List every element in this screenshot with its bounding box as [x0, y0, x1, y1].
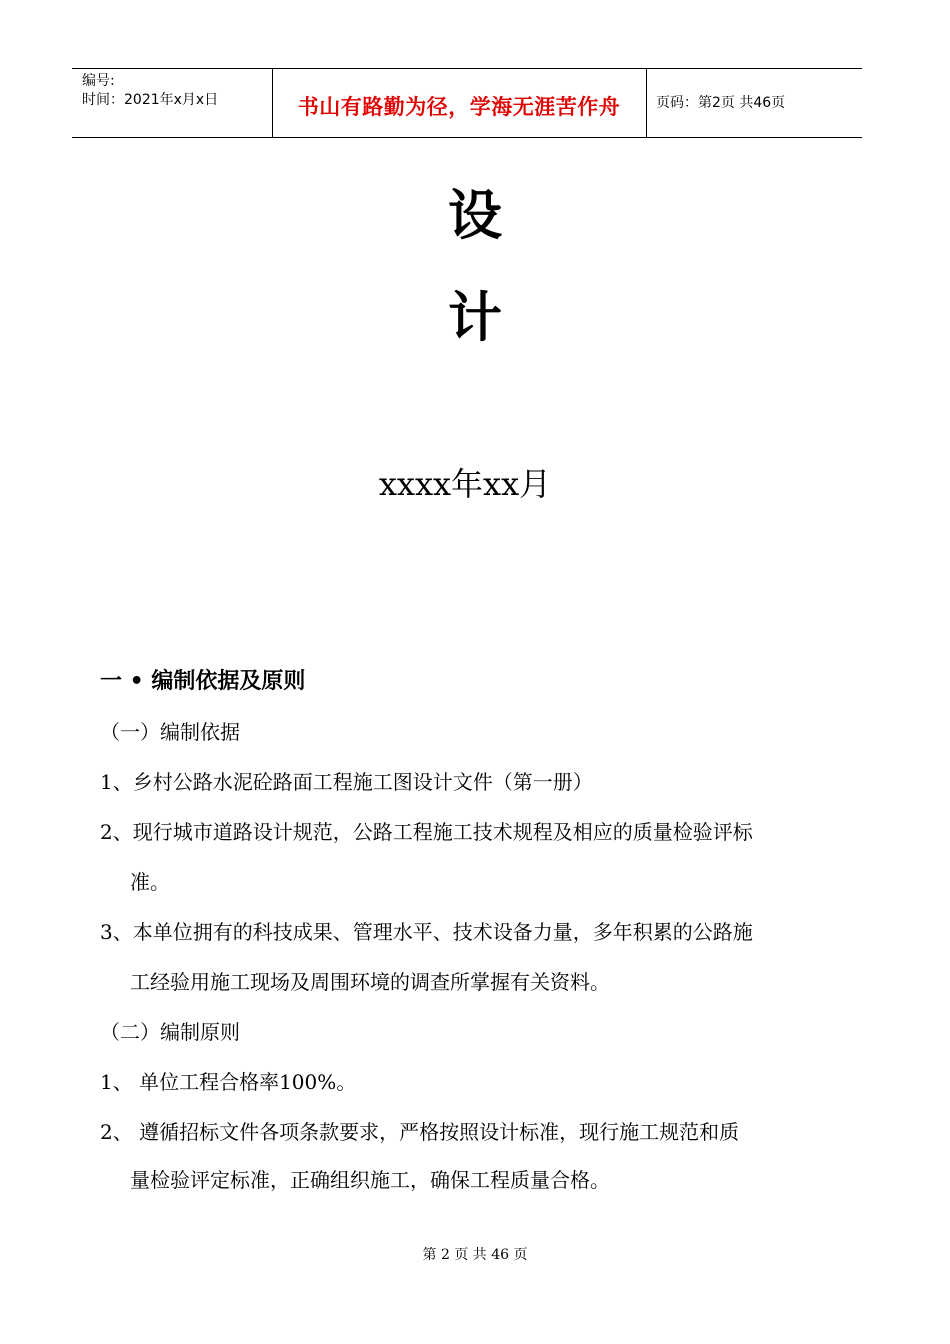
page-info: 页码：第2页 共46页 [656, 95, 786, 111]
title-char-1: 设 [448, 184, 502, 247]
subheading-basis: （一）编制依据 [100, 720, 240, 744]
section-heading: 一 • 编制依据及原则 [100, 669, 306, 694]
page-footer: 第 2 页 共 46 页 [422, 1247, 528, 1263]
title-char-2: 计 [448, 286, 502, 349]
subheading-principles: （二）编制原则 [100, 1020, 240, 1044]
page-header [72, 68, 862, 138]
motto: 书山有路勤为径，学海无涯苦作舟 [297, 95, 621, 119]
list-item-continuation: 工经验用施工现场及周围环境的调查所掌握有关资料。 [130, 970, 610, 994]
time-label: 时间：2021年x月x日 [82, 92, 219, 108]
header-meta-cell [72, 69, 273, 137]
header-page-cell [646, 69, 862, 137]
number-label: 编号: [82, 73, 115, 89]
list-item: 3、本单位拥有的科技成果、管理水平、技术设备力量，多年积累的公路施 [100, 920, 753, 944]
list-item: 1、乡村公路水泥砼路面工程施工图设计文件（第一册） [100, 770, 593, 794]
list-item-continuation: 量检验评定标准，正确组织施工，确保工程质量合格。 [130, 1168, 610, 1192]
header-motto-cell [272, 69, 647, 137]
list-item: 2、 遵循招标文件各项条款要求，严格按照设计标准，现行施工规范和质 [100, 1120, 740, 1144]
list-item: 1、 单位工程合格率100%。 [100, 1070, 357, 1094]
list-item: 2、现行城市道路设计规范，公路工程施工技术规程及相应的质量检验评标 [100, 820, 753, 844]
list-item-continuation: 准。 [130, 870, 170, 894]
document-date: xxxx年xx月 [378, 465, 552, 503]
